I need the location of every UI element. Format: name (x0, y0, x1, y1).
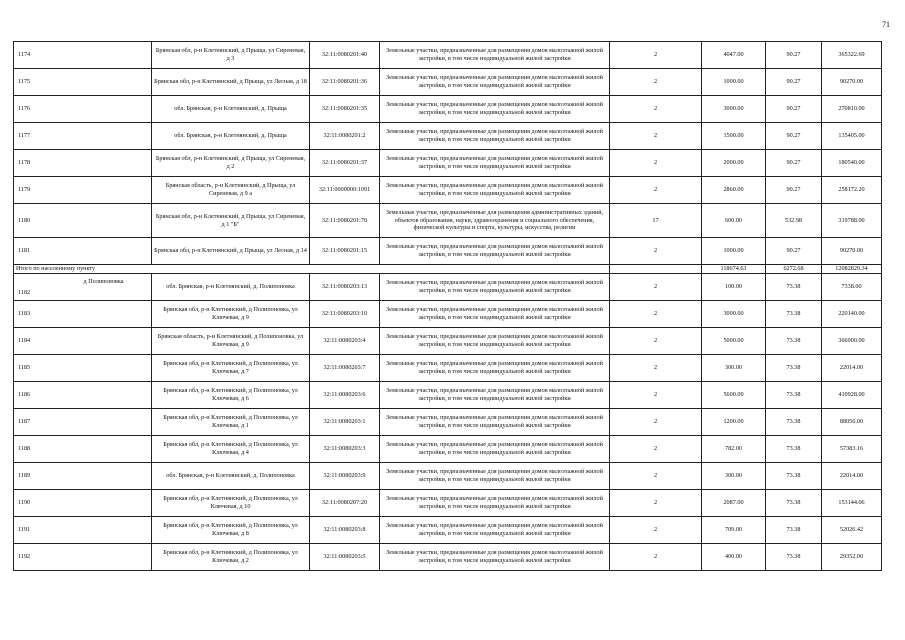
address-cell: Брянская обл, р-н Клетнянский, д Прыща, ул Сиреневая, д 1 "Б" (152, 204, 310, 238)
address-cell: Брянская обл, р-н Клетнянский, д Полипоновка, ул Ключевая, д 9 (152, 301, 310, 328)
use-group-cell: 2 (610, 238, 702, 265)
cadastral-value-cell: 258172.20 (822, 177, 882, 204)
row-number-cell: 1179 (14, 177, 152, 204)
address-cell: Брянская обл, р-н Клетнянский, д Полипоновка, ул Ключевая, д 7 (152, 355, 310, 382)
cadastral-number-cell: 32:11:0080203:9 (310, 463, 380, 490)
area-cell: 5000.00 (702, 328, 766, 355)
specific-value-cell: 90.27 (766, 238, 822, 265)
cadastral-number-cell: 32:11:0080201:70 (310, 204, 380, 238)
cadastral-value-cell: 410928.00 (822, 382, 882, 409)
land-use-cell: Земельные участки, предназначенные для размещения домов малоэтажной жилой застройки, в том числе индивидуальной жилой застройки (380, 436, 610, 463)
cadastral-value-cell: 135405.00 (822, 123, 882, 150)
area-cell: 782.00 (702, 436, 766, 463)
cadastral-number-cell: 32:11:0080203:3 (310, 436, 380, 463)
address-cell: Брянская обл, р-н Клетнянский, д Прыща, ул Лесная, д 14 (152, 238, 310, 265)
cadastral-number-cell: 32:11:0080201:37 (310, 150, 380, 177)
area-cell: 709.00 (702, 517, 766, 544)
land-use-cell: Земельные участки, предназначенные для размещения домов малоэтажной жилой застройки, в том числе индивидуальной жилой застройки (380, 382, 610, 409)
area-cell: 1500.00 (702, 123, 766, 150)
row-number-cell: 1180 (14, 204, 152, 238)
cadastral-number-cell: 32:11:0080201:40 (310, 42, 380, 69)
table-row (14, 544, 882, 571)
row-number-cell: 1191 (14, 517, 152, 544)
specific-value-cell: 73.38 (766, 463, 822, 490)
use-group-cell: 2 (610, 355, 702, 382)
locality-label: д Полипоновка (83, 277, 124, 285)
cadastral-value-cell: 366900.00 (822, 328, 882, 355)
use-group-cell: 2 (610, 301, 702, 328)
row-number-cell: 1181 (14, 238, 152, 265)
area-cell: 1200.00 (702, 409, 766, 436)
use-group-cell: 2 (610, 490, 702, 517)
cadastral-value-cell: 57383.16 (822, 436, 882, 463)
row-number-cell: 1177 (14, 123, 152, 150)
land-use-cell: Земельные участки, предназначенные для размещения домов малоэтажной жилой застройки, в том числе индивидуальной жилой застройки (380, 177, 610, 204)
use-group-cell: 2 (610, 544, 702, 571)
table-row (14, 436, 882, 463)
specific-value-cell: 73.38 (766, 517, 822, 544)
row-number-cell: 1183 (14, 301, 152, 328)
specific-value-cell: 90.27 (766, 42, 822, 69)
table-row (14, 42, 882, 69)
specific-value-cell: 90.27 (766, 69, 822, 96)
cadastral-number-cell: 32:11:0080203:8 (310, 517, 380, 544)
land-use-cell: Земельные участки, предназначенные для размещения домов малоэтажной жилой застройки, в том числе индивидуальной жилой застройки (380, 123, 610, 150)
specific-value-cell: 73.38 (766, 409, 822, 436)
cadastral-value-cell: 88056.00 (822, 409, 882, 436)
land-use-cell: Земельные участки, предназначенные для размещения административных зданий, объектов образования, науки, здравоохранения и социального обеспечения, физической культуры и спорта, культуры, искусства, религии (380, 204, 610, 238)
table-row (14, 355, 882, 382)
address-cell: Брянская обл, р-н Клетнянский, д Полипоновка, ул Ключевая, д 8 (152, 517, 310, 544)
land-use-cell: Земельные участки, предназначенные для размещения домов малоэтажной жилой застройки, в том числе индивидуальной жилой застройки (380, 301, 610, 328)
address-cell: Брянская обл, р-н Клетнянский, д Полипоновка, ул Ключевая, д 4 (152, 436, 310, 463)
address-cell: обл. Брянская, р-н Клетнянский, д. Прыща (152, 96, 310, 123)
table-row (14, 150, 882, 177)
table-row (14, 328, 882, 355)
land-use-cell: Земельные участки, предназначенные для размещения домов малоэтажной жилой застройки, в том числе индивидуальной жилой застройки (380, 409, 610, 436)
cadastral-value-cell: 270810.00 (822, 96, 882, 123)
area-cell: 2087.00 (702, 490, 766, 517)
cadastral-value-cell: 180540.00 (822, 150, 882, 177)
cadastral-number-cell: 32:11:0080203:4 (310, 328, 380, 355)
specific-value-cell: 90.27 (766, 150, 822, 177)
table-row (14, 96, 882, 123)
cadastral-number-cell: 32:11:0080203:10 (310, 301, 380, 328)
cadastral-number-cell: 32:11:0000000:1091 (310, 177, 380, 204)
cadastral-value-cell: 90270.00 (822, 69, 882, 96)
cadastral-value-cell: 153144.06 (822, 490, 882, 517)
cadastral-value-cell: 29352.00 (822, 544, 882, 571)
row-number-cell: 1184 (14, 328, 152, 355)
use-group-cell: 2 (610, 328, 702, 355)
row-number-cell: 1178 (14, 150, 152, 177)
table-row (14, 123, 882, 150)
land-use-cell: Земельные участки, предназначенные для размещения домов малоэтажной жилой застройки, в том числе индивидуальной жилой застройки (380, 328, 610, 355)
cadastral-number-cell: 32:11:0080203:7 (310, 355, 380, 382)
row-number-cell: 1189 (14, 463, 152, 490)
cadastral-number-cell: 32:11:0080201:15 (310, 238, 380, 265)
table-row (14, 204, 882, 238)
subtotal-row (14, 265, 882, 274)
use-group-cell: 2 (610, 517, 702, 544)
land-use-cell: Земельные участки, предназначенные для размещения домов малоэтажной жилой застройки, в том числе индивидуальной жилой застройки (380, 274, 610, 301)
specific-value-cell: 73.38 (766, 301, 822, 328)
table-row (14, 382, 882, 409)
land-use-cell: Земельные участки, предназначенные для размещения домов малоэтажной жилой застройки, в том числе индивидуальной жилой застройки (380, 490, 610, 517)
specific-value-cell: 73.38 (766, 328, 822, 355)
use-group-cell: 2 (610, 436, 702, 463)
cadastral-number-cell: 32:11:0080203:5 (310, 544, 380, 571)
row-number-cell (14, 274, 152, 301)
specific-value-cell: 90.27 (766, 96, 822, 123)
cadastral-value-cell: 90270.00 (822, 238, 882, 265)
use-group-cell: 2 (610, 177, 702, 204)
area-cell: 4047.00 (702, 42, 766, 69)
cadastral-number-cell: 32:11:0080203:6 (310, 382, 380, 409)
area-cell: 2000.00 (702, 150, 766, 177)
row-number-cell: 1188 (14, 436, 152, 463)
cadastral-number-cell: 32:11:0080207:20 (310, 490, 380, 517)
land-use-cell: Земельные участки, предназначенные для размещения домов малоэтажной жилой застройки, в том числе индивидуальной жилой застройки (380, 150, 610, 177)
address-cell: Брянская область, р-н Клетнянский, д Полипоновка, ул Ключевая, д 9 (152, 328, 310, 355)
row-number-cell: 1187 (14, 409, 152, 436)
subtotal-area: 118674.63 (702, 265, 766, 274)
address-cell: Брянская обл, р-н Клетнянский, д Полипоновка, ул Ключевая, д 10 (152, 490, 310, 517)
area-cell: 300.00 (702, 463, 766, 490)
use-group-cell: 17 (610, 204, 702, 238)
row-number-cell: 1185 (14, 355, 152, 382)
cadastral-value-table (13, 41, 882, 571)
cadastral-value-cell: 22014.00 (822, 463, 882, 490)
address-cell: обл. Брянская, р-н Клетнянский, д. Полипоновка (152, 463, 310, 490)
cadastral-number-cell: 32:11:0080201:36 (310, 69, 380, 96)
use-group-cell: 2 (610, 463, 702, 490)
cadastral-value-cell: 7338.00 (822, 274, 882, 301)
page-number: 71 (882, 20, 890, 29)
table-row (14, 409, 882, 436)
table-body-second-locality (14, 274, 882, 571)
row-number-cell: 1174 (14, 42, 152, 69)
specific-value-cell: 73.38 (766, 436, 822, 463)
specific-value-cell: 73.38 (766, 274, 822, 301)
cadastral-value-cell: 319788.00 (822, 204, 882, 238)
use-group-cell: 2 (610, 274, 702, 301)
area-cell: 300.00 (702, 355, 766, 382)
cadastral-value-cell: 365322.69 (822, 42, 882, 69)
area-cell: 600.00 (702, 204, 766, 238)
row-number-cell: 1175 (14, 69, 152, 96)
specific-value-cell: 90.27 (766, 123, 822, 150)
use-group-cell: 2 (610, 69, 702, 96)
table-row (14, 490, 882, 517)
cadastral-number-cell: 32:11:0080201:2 (310, 123, 380, 150)
subtotal-section (14, 265, 882, 274)
area-cell: 3000.00 (702, 96, 766, 123)
address-cell: Брянская обл, р-н Клетнянский, д Полипоновка, ул Ключевая, д 6 (152, 382, 310, 409)
specific-value-cell: 73.38 (766, 490, 822, 517)
specific-value-cell: 73.38 (766, 382, 822, 409)
land-use-cell: Земельные участки, предназначенные для размещения домов малоэтажной жилой застройки, в том числе индивидуальной жилой застройки (380, 517, 610, 544)
table-body-first-locality (14, 42, 882, 265)
cadastral-value-cell: 52026.42 (822, 517, 882, 544)
address-cell: обл. Брянская, р-н Клетнянский, д. Полипоновка (152, 274, 310, 301)
area-cell: 400.00 (702, 544, 766, 571)
land-use-cell: Земельные участки, предназначенные для размещения домов малоэтажной жилой застройки, в том числе индивидуальной жилой застройки (380, 42, 610, 69)
address-cell: Брянская обл, р-н Клетнянский, д Полипоновка, ул Ключевая, д 1 (152, 409, 310, 436)
area-cell: 1000.00 (702, 238, 766, 265)
address-cell: Брянская обл, р-н Клетнянский, д Прыща, ул Лесная, д 18 (152, 69, 310, 96)
land-use-cell: Земельные участки, предназначенные для размещения домов малоэтажной жилой застройки, в том числе индивидуальной жилой застройки (380, 96, 610, 123)
row-number-cell: 1176 (14, 96, 152, 123)
table-row (14, 69, 882, 96)
subtotal-rate: 6272.68 (766, 265, 822, 274)
row-number-cell: 1186 (14, 382, 152, 409)
use-group-cell: 2 (610, 150, 702, 177)
table-row (14, 301, 882, 328)
cadastral-value-cell: 22014.00 (822, 355, 882, 382)
land-use-cell: Земельные участки, предназначенные для размещения домов малоэтажной жилой застройки, в том числе индивидуальной жилой застройки (380, 355, 610, 382)
table-row (14, 463, 882, 490)
cadastral-value-cell: 220140.00 (822, 301, 882, 328)
subtotal-label: Итого по населенному пункту (14, 265, 610, 274)
cadastral-number-cell: 32:11:0080201:35 (310, 96, 380, 123)
address-cell: Брянская область, р-н Клетнянский, д Прыща, ул Сиреневая, д 9 а (152, 177, 310, 204)
use-group-cell: 2 (610, 42, 702, 69)
address-cell: Брянская обл, р-н Клетнянский, д Прыща, ул Сиреневая, д 2 (152, 150, 310, 177)
subtotal-empty-cell (610, 265, 702, 274)
area-cell: 1000.00 (702, 69, 766, 96)
table-row (14, 517, 882, 544)
specific-value-cell: 532.98 (766, 204, 822, 238)
specific-value-cell: 73.38 (766, 544, 822, 571)
specific-value-cell: 73.38 (766, 355, 822, 382)
cadastral-number-cell: 32:11:0080203:1 (310, 409, 380, 436)
table-row (14, 177, 882, 204)
address-cell: Брянская обл, р-н Клетнянский, д Прыща, ул Сиреневая, д 3 (152, 42, 310, 69)
use-group-cell: 2 (610, 382, 702, 409)
row-number-cell: 1190 (14, 490, 152, 517)
table-row (14, 238, 882, 265)
area-cell: 2860.00 (702, 177, 766, 204)
land-use-cell: Земельные участки, предназначенные для размещения домов малоэтажной жилой застройки, в том числе индивидуальной жилой застройки (380, 238, 610, 265)
use-group-cell: 2 (610, 123, 702, 150)
specific-value-cell: 90.27 (766, 177, 822, 204)
land-use-cell: Земельные участки, предназначенные для размещения домов малоэтажной жилой застройки, в том числе индивидуальной жилой застройки (380, 544, 610, 571)
table-row (14, 274, 882, 301)
land-use-cell: Земельные участки, предназначенные для размещения домов малоэтажной жилой застройки, в том числе индивидуальной жилой застройки (380, 69, 610, 96)
cadastral-number-cell: 32:11:0080203:13 (310, 274, 380, 301)
area-cell: 5600.00 (702, 382, 766, 409)
row-number: 1182 (18, 288, 31, 296)
row-number-cell: 1192 (14, 544, 152, 571)
land-use-cell: Земельные участки, предназначенные для размещения домов малоэтажной жилой застройки, в том числе индивидуальной жилой застройки (380, 463, 610, 490)
address-cell: Брянская обл, р-н Клетнянский, д Полипоновка, ул Ключевая, д 2 (152, 544, 310, 571)
subtotal-value: 12082829.34 (822, 265, 882, 274)
use-group-cell: 2 (610, 409, 702, 436)
use-group-cell: 2 (610, 96, 702, 123)
area-cell: 3000.00 (702, 301, 766, 328)
address-cell: обл. Брянская, р-н Клетнянский, д. Прыща (152, 123, 310, 150)
area-cell: 100.00 (702, 274, 766, 301)
